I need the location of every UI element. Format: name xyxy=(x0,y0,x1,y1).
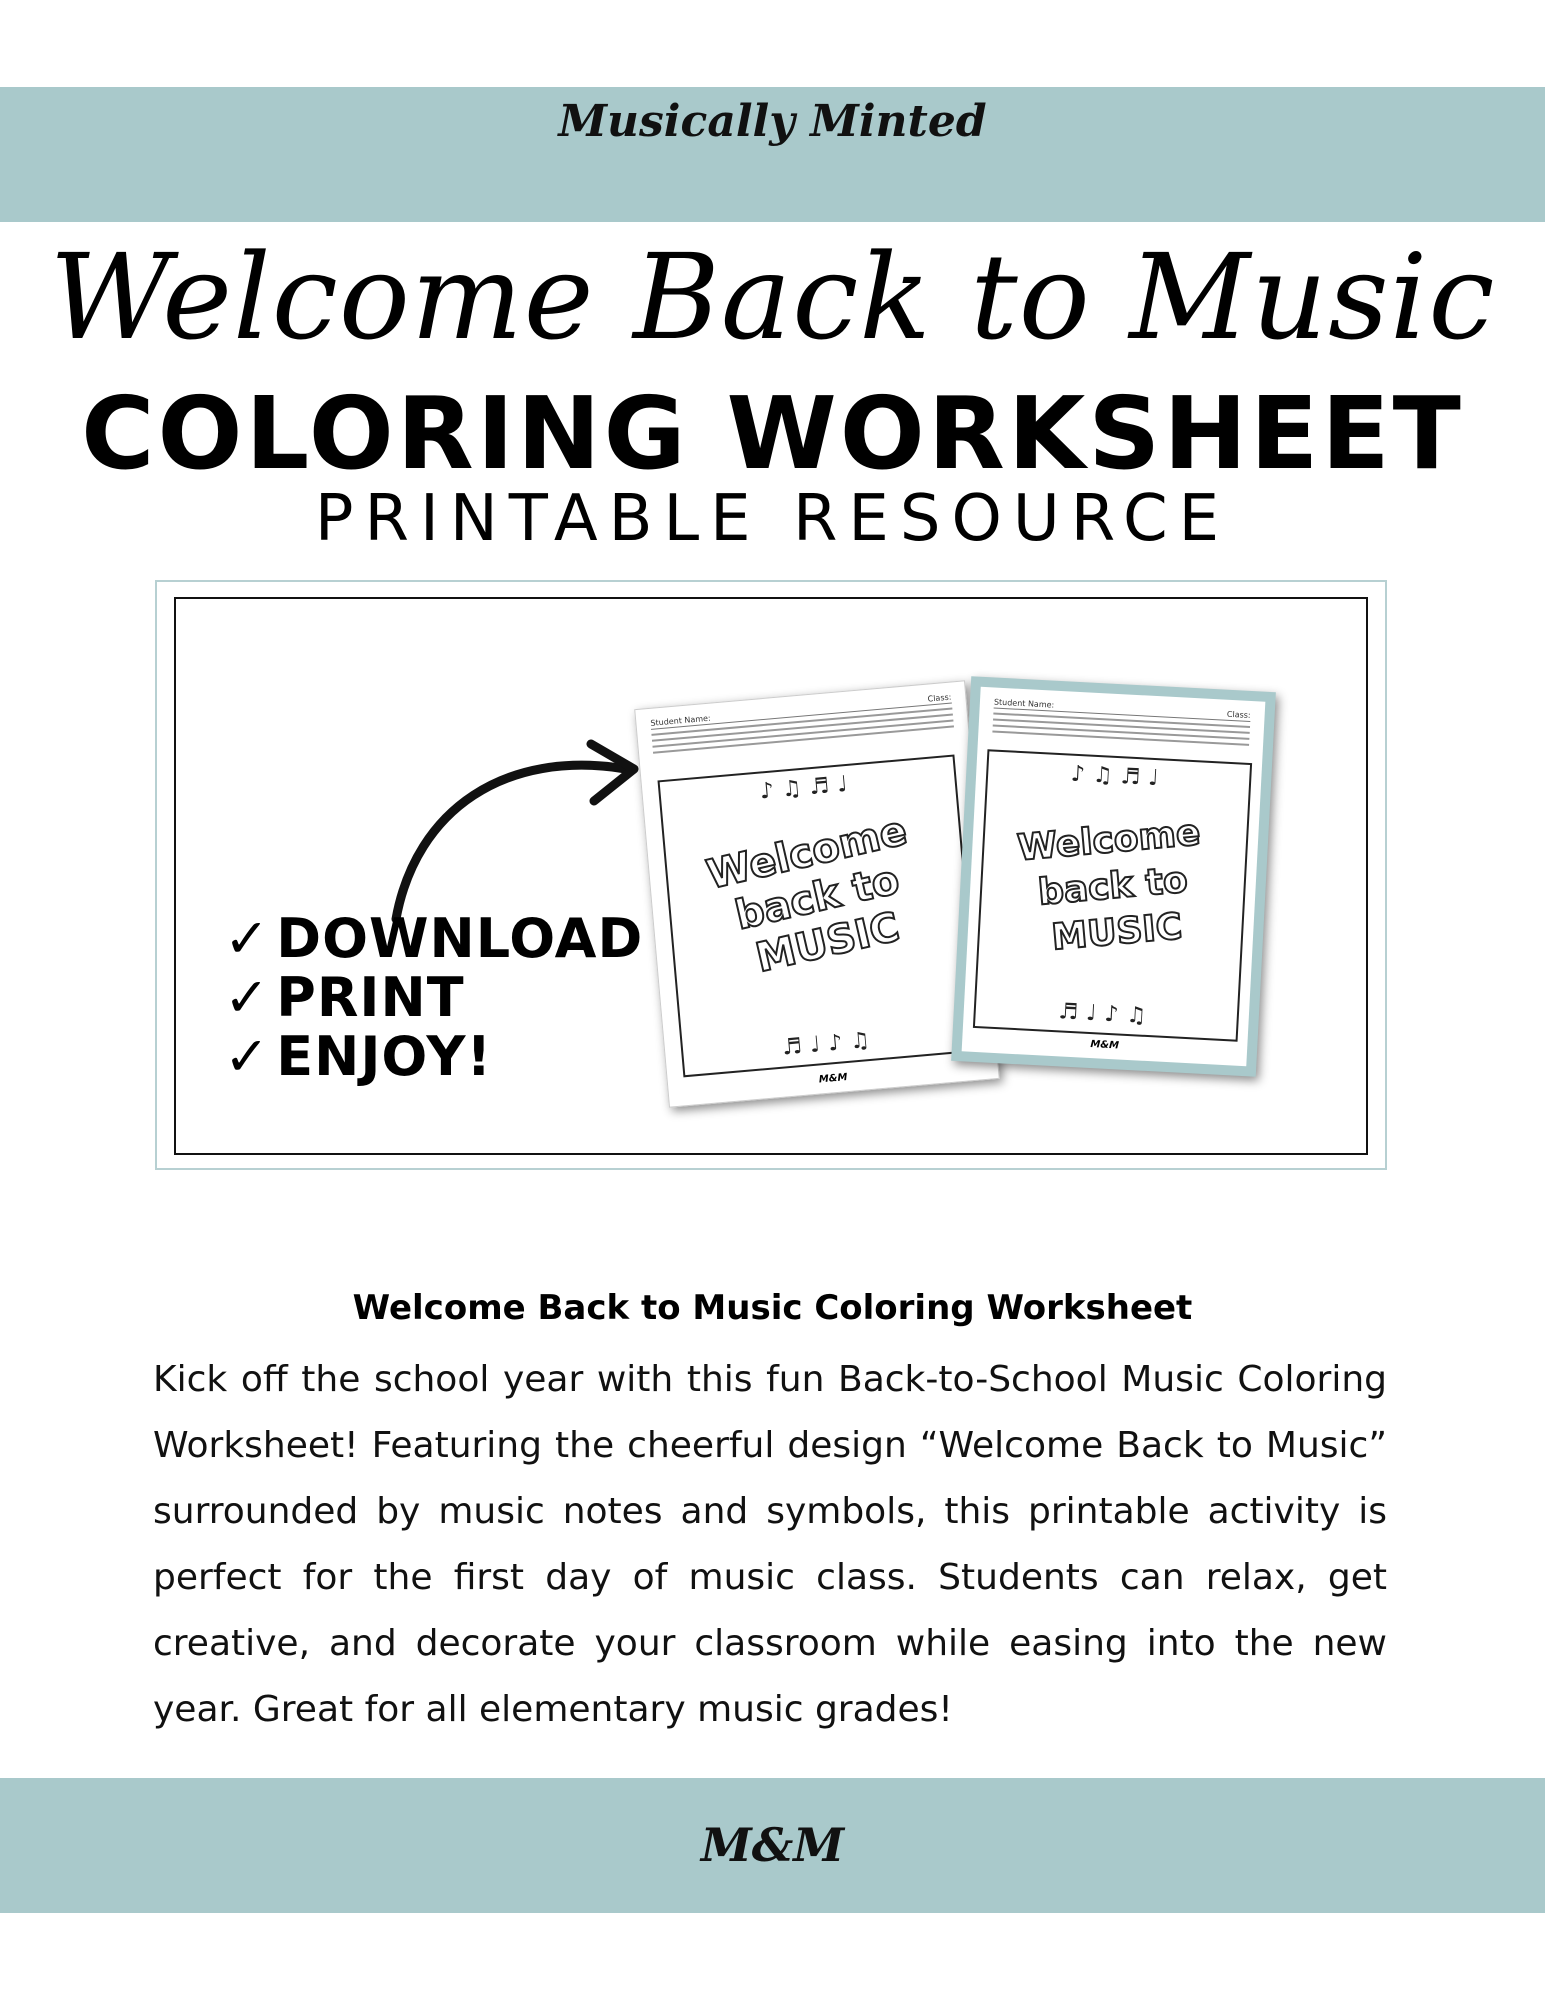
class-label: Class: xyxy=(1226,709,1251,720)
checklist-item-print xyxy=(224,968,465,1028)
checklist-label: PRINT xyxy=(276,966,465,1029)
coloring-art-text: Welcome back to MUSIC xyxy=(1015,812,1202,959)
worksheet-header xyxy=(992,698,1251,750)
check-icon: ✓ xyxy=(224,966,271,1029)
check-icon: ✓ xyxy=(224,1025,271,1088)
student-name-label: Student Name: xyxy=(993,697,1055,710)
music-notes-icon: ♪♫♬♩ xyxy=(758,771,857,805)
music-notes-icon: ♬♩♪♫ xyxy=(781,1027,879,1061)
checklist-item-enjoy xyxy=(224,1027,492,1087)
coloring-art xyxy=(973,749,1252,1041)
music-notes-icon: ♬♩♪♫ xyxy=(1057,999,1155,1030)
arrow-icon xyxy=(376,729,656,929)
page-title: COLORING WORKSHEET xyxy=(81,375,1464,492)
checklist-item-download xyxy=(224,909,643,969)
worksheet-header xyxy=(650,693,954,758)
music-notes-icon: ♪♫♬♩ xyxy=(1070,761,1168,792)
worksheet-footer-mark: M&M xyxy=(1090,1039,1120,1052)
worksheet-page xyxy=(962,687,1266,1066)
script-title: Welcome Back to Music xyxy=(49,228,1496,366)
description-body: Kick off the school year with this fun Back-to-School Music Coloring Worksheet! Featuring the cheerful design “Welcome Back to Music” surrounded by music notes and symbols, this printable activity is perfect for the first day of music class. Students can relax, get creative, and decorate your classroom while easing into the new year. Great for all elementary music grades! xyxy=(153,1359,1387,1730)
preview-frame xyxy=(155,580,1387,1170)
page-subtitle: PRINTABLE RESOURCE xyxy=(314,482,1231,556)
checklist-label: ENJOY! xyxy=(276,1025,493,1088)
worksheet-preview-white xyxy=(634,680,1000,1107)
check-icon: ✓ xyxy=(224,907,271,970)
coloring-art-text: Welcome back to MUSIC xyxy=(702,807,912,982)
worksheet-footer-mark: M&M xyxy=(818,1072,848,1086)
coloring-art xyxy=(657,754,980,1077)
footer-logo: M&M xyxy=(700,1818,845,1872)
checklist-label: DOWNLOAD xyxy=(276,907,644,970)
preview-panel xyxy=(174,597,1368,1155)
worksheet-preview-teal xyxy=(951,676,1276,1076)
class-label: Class: xyxy=(927,692,952,704)
brand-logo: Musically Minted xyxy=(558,96,987,147)
student-name-label: Student Name: xyxy=(650,713,712,728)
description-title: Welcome Back to Music Coloring Worksheet xyxy=(352,1288,1193,1328)
